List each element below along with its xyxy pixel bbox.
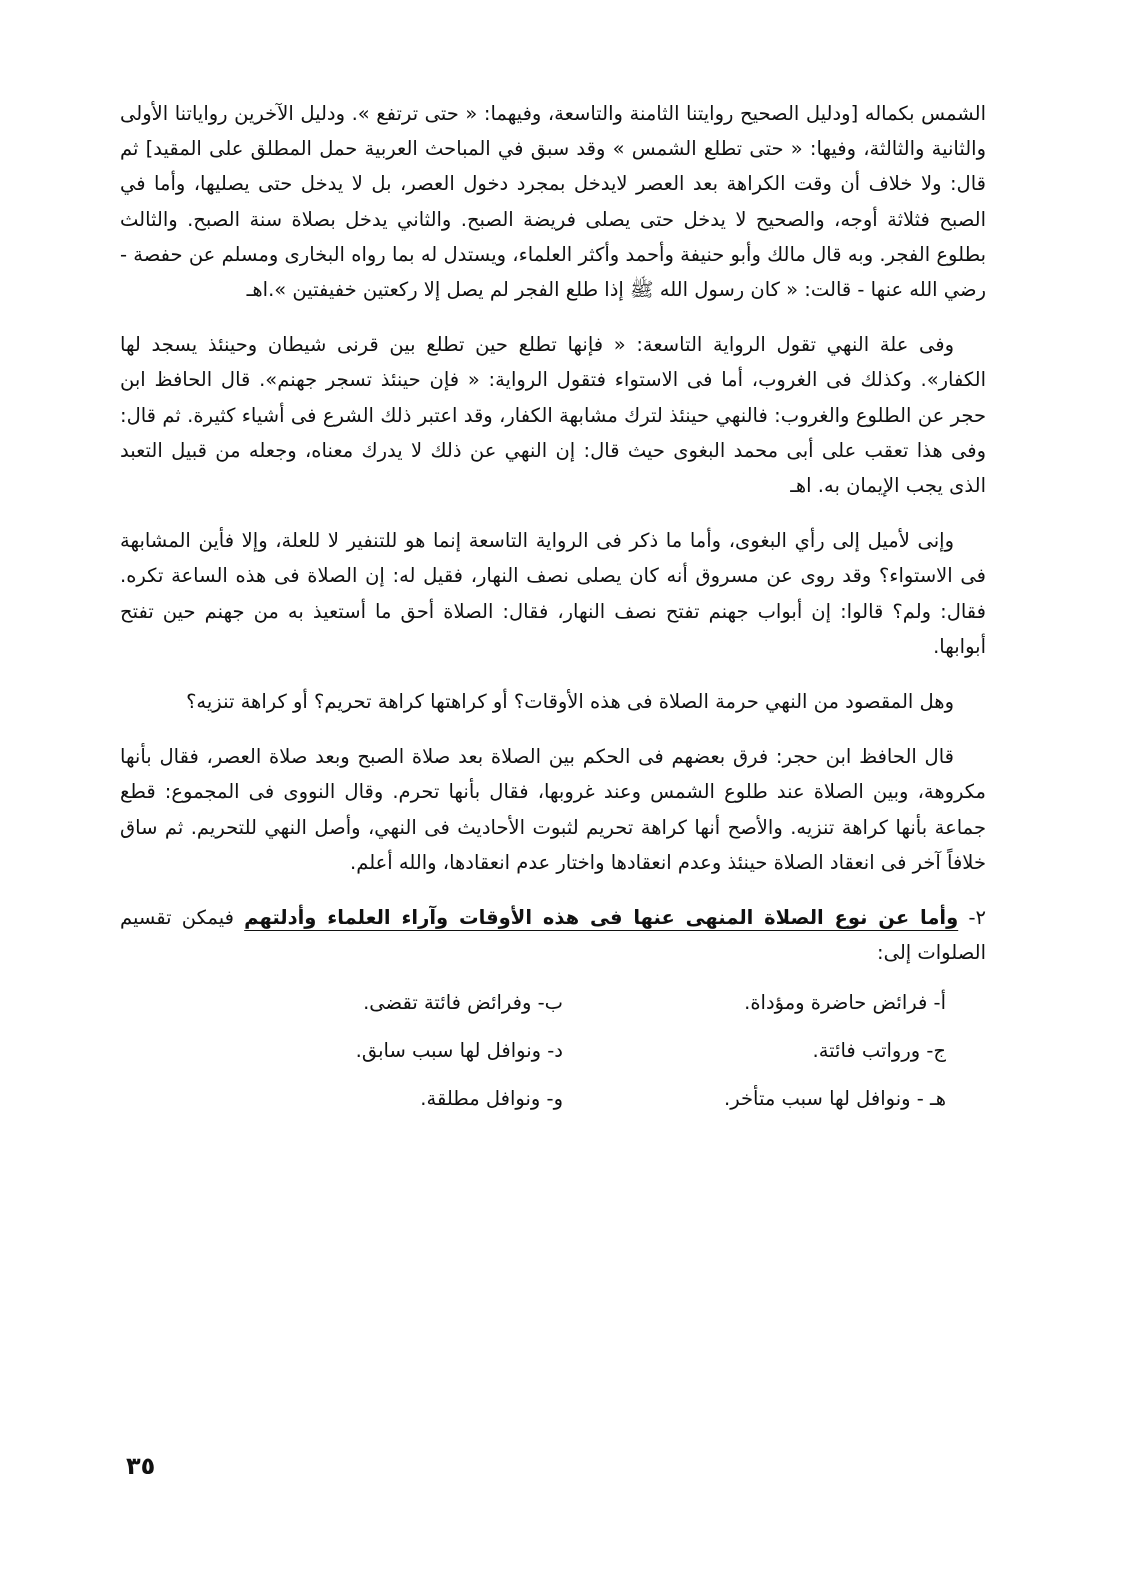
paragraph-1: الشمس بكماله [ودليل الصحيح روايتنا الثامنة والتاسعة، وفيهما: « حتى ترتفع ». ودليل الآخرين رواياتنا الأولى والثانية والثالثة، وفيها: « حتى تطلع الشمس » وقد سبق في المباحث العربية حمل المطلق على المقيد] ثم قال: ولا خلاف أن وقت الكراهة بعد العصر لايدخل بمجرد دخول العصر، بل لا يدخل حتى يصليها، وأما في الصبح فثلاثة أوجه، والصحيح لا يدخل حتى يصلى فريضة الصبح. والثاني يدخل بصلاة سنة الصبح. والثالث بطلوع الفجر. وبه قال مالك وأبو حنيفة وأحمد وأكثر العلماء، ويستدل له بما رواه البخارى ومسلم عن حفصة - رضي الله عنها - قالت: « كان رسول الله ﷺ إذا طلع الفجر لم يصل إلا ركعتين خفيفتين ».اهـ — [120, 102, 986, 302]
list-item: أ- فرائض حاضرة ومؤداة. — [744, 991, 946, 1015]
page-body — [120, 96, 986, 1114]
paragraph-3: وإنى لأميل إلى رأي البغوى، وأما ما ذكر فى الرواية التاسعة إنما هو للتنفير لا للعلة، وإلا فأين المشابهة فى الاستواء؟ وقد روى عن مسروق أنه كان يصلى نصف النهار، فقيل له: إن الصلاة فى هذه الساعة تكره. فقال: ولم؟ قالوا: إن أبواب جهنم تفتح نصف النهار، فقال: الصلاة أحق ما أستعيذ به من جهنم حين تفتح أبوابها. — [120, 529, 986, 658]
list-item: د- ونوافل لها سبب سابق. — [355, 1039, 563, 1063]
section-number: ٢- — [958, 906, 986, 930]
section-heading: وأما عن نوع الصلاة المنهى عنها فى هذه الأوقات وآراء العلماء وأدلتهم — [244, 906, 959, 930]
paragraph-6 — [120, 900, 986, 970]
list-item: و- ونوافل مطلقة. — [420, 1087, 563, 1111]
page-number: ٣٥ — [126, 1452, 156, 1480]
paragraph-2: وفى علة النهي تقول الرواية التاسعة: « فإنها تطلع حين تطلع بين قرنى شيطان وحينئذ يسجد لها الكفار». وكذلك فى الغروب، أما فى الاستواء فتقول الرواية: « فإن حينئذ تسجر جهنم». قال الحافظ ابن حجر عن الطلوع والغروب: فالنهي حينئذ لترك مشابهة الكفار، وقد اعتبر ذلك الشرع فى أشياء كثيرة. ثم قال: وفى هذا تعقب على أبى محمد البغوى حيث قال: إن النهي عن ذلك لا يدرك معناه، وجعله من قبيل التعبد الذى يجب الإيمان به. اهـ — [120, 333, 986, 498]
paragraph-5: قال الحافظ ابن حجر: فرق بعضهم فى الحكم بين الصلاة بعد صلاة الصبح وبعد صلاة العصر، فقال بأنها مكروهة، وبين الصلاة عند طلوع الشمس وعند غروبها، فقال بأنها تحرم. وقال النووى فى المجموع: قطع جماعة بأنها كراهة تنزيه. والأصح أنها كراهة تحريم لثبوت الأحاديث فى النهي، وأصل النهي للتحريم. ثم ساق خلافاً آخر فى انعقاد الصلاة حينئذ وعدم انعقادها واختار عدم انعقادها، والله أعلم. — [120, 745, 986, 874]
list-item: هـ - ونوافل لها سبب متأخر. — [724, 1087, 946, 1111]
section-heading-rest: فيمكن تقسيم الصلوات إلى: — [120, 906, 986, 965]
prayer-types-list — [120, 988, 986, 1114]
list-item: ج- ورواتب فائتة. — [812, 1039, 946, 1063]
list-item: ب- وفرائض فائتة تقضى. — [363, 991, 563, 1015]
paragraph-4: وهل المقصود من النهي حرمة الصلاة فى هذه الأوقات؟ أو كراهتها كراهة تحريم؟ أو كراهة تنزيه؟ — [186, 690, 954, 714]
